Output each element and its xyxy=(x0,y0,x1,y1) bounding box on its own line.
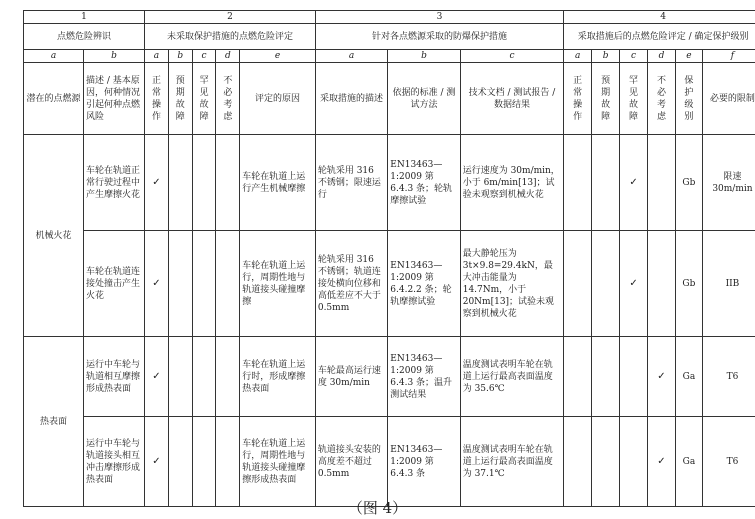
col-letter: c xyxy=(620,50,648,63)
ignition-source-cell: 热表面 xyxy=(24,337,84,507)
description-cell: 车轮在轨道连接处撞击产生火花 xyxy=(84,231,145,337)
check-mark-icon: ✓ xyxy=(145,231,169,337)
reason-cell: 车轮在轨道上运行产生机械摩擦 xyxy=(240,135,316,231)
col-letter: f xyxy=(702,50,755,63)
col-title-ignition-source: 潜在的点燃源 xyxy=(24,63,84,135)
tech-cell: 运行速度为 30m/min，小于 6m/min[13]；试验未观察到机械火花 xyxy=(460,135,563,231)
protection-level-cell: Ga xyxy=(675,337,702,417)
limit-cell: T6 xyxy=(702,337,755,417)
col-title-rare-after: 罕 见 故 障 xyxy=(620,63,648,135)
reason-cell: 车轮在轨道上运行，周期性地与轨道接头碰撞摩擦 xyxy=(240,231,316,337)
group-number-2: 2 xyxy=(145,11,316,24)
limit-cell: IIB xyxy=(702,231,755,337)
check-mark-icon: ✓ xyxy=(620,231,648,337)
col-title-normal: 正 常 操 作 xyxy=(145,63,169,135)
standard-cell: EN13463—1:2009 第 6.4.3 条 xyxy=(388,417,460,507)
check-mark-icon: ✓ xyxy=(648,417,676,507)
col-title-expected: 预 期 故 障 xyxy=(168,63,192,135)
measure-cell: 车轮最高运行速度 30m/min xyxy=(315,337,387,417)
col-title-description: 描述 / 基本原因，何种情况引起何种点燃风险 xyxy=(84,63,145,135)
col-letter: d xyxy=(648,50,676,63)
group-number-3: 3 xyxy=(315,11,563,24)
col-letter: b xyxy=(84,50,145,63)
standard-cell: EN13463—1:2009 第 6.4.3 条；轮轨摩擦试验 xyxy=(388,135,460,231)
group-number-1: 1 xyxy=(24,11,145,24)
group-title-1: 点燃危险辨识 xyxy=(24,24,145,50)
figure-caption: （图 4） xyxy=(347,499,408,517)
description-cell: 车轮在轨道正常行驶过程中产生摩擦火花 xyxy=(84,135,145,231)
check-mark-icon: ✓ xyxy=(620,135,648,231)
col-letter: d xyxy=(216,50,240,63)
col-letter: a xyxy=(315,50,387,63)
col-title-tech: 技术文档 / 测试报告 / 数据结果 xyxy=(460,63,563,135)
check-mark-icon: ✓ xyxy=(145,417,169,507)
col-letter: a xyxy=(564,50,592,63)
col-title-na: 不 必 考 虑 xyxy=(216,63,240,135)
reason-cell: 车轮在轨道上运行时，形成摩擦热表面 xyxy=(240,337,316,417)
col-letter: a xyxy=(24,50,84,63)
col-title-normal-after: 正 常 操 作 xyxy=(564,63,592,135)
tech-cell: 温度测试表明车轮在轨道上运行最高表面温度为 37.1℃ xyxy=(460,417,563,507)
standard-cell: EN13463—1:2009 第 6.4.2.2 条；轮轨摩擦试验 xyxy=(388,231,460,337)
check-mark-icon: ✓ xyxy=(145,337,169,417)
check-mark-icon: ✓ xyxy=(648,337,676,417)
description-cell: 运行中车轮与轨道相互摩擦形成热表面 xyxy=(84,337,145,417)
col-letter: e xyxy=(675,50,702,63)
measure-cell: 轨道接头安装的高度差不超过 0.5mm xyxy=(315,417,387,507)
col-letter: b xyxy=(592,50,620,63)
col-title-rare: 罕 见 故 障 xyxy=(192,63,216,135)
description-cell: 运行中车轮与轨道接头相互冲击摩擦形成热表面 xyxy=(84,417,145,507)
col-letter: e xyxy=(240,50,316,63)
measure-cell: 轮轨采用 316 不锈钢；限速运行 xyxy=(315,135,387,231)
col-title-level: 保 护 级 别 xyxy=(675,63,702,135)
tech-cell: 最大静轮压为 3t×9.8=29.4kN，最大冲击能量为 14.7Nm，小于 20Nm[13]；试验未观察到机械火花 xyxy=(460,231,563,337)
reason-cell: 车轮在轨道上运行，周期性地与轨道接头碰撞摩擦形成热表面 xyxy=(240,417,316,507)
check-mark-icon: ✓ xyxy=(145,135,169,231)
col-letter: c xyxy=(460,50,563,63)
group-number-4: 4 xyxy=(564,11,755,24)
standard-cell: EN13463—1:2009 第 6.4.3 条；温升测试结果 xyxy=(388,337,460,417)
col-letter: b xyxy=(168,50,192,63)
table-row xyxy=(24,135,755,231)
protection-level-cell: Ga xyxy=(675,417,702,507)
table-row xyxy=(24,337,755,417)
group-title-2: 未采取保护措施的点燃危险评定 xyxy=(145,24,316,50)
protection-level-cell: Gb xyxy=(675,135,702,231)
col-title-standard: 依据的标准 / 测试方法 xyxy=(388,63,460,135)
col-title-na-after: 不 必 考 虑 xyxy=(648,63,676,135)
col-title-expected-after: 预 期 故 障 xyxy=(592,63,620,135)
col-letter: b xyxy=(388,50,460,63)
col-title-limit: 必要的限制 xyxy=(702,63,755,135)
col-title-reason: 评定的原因 xyxy=(240,63,316,135)
table-row xyxy=(24,417,755,507)
ignition-source-cell: 机械火花 xyxy=(24,135,84,337)
ignition-risk-table xyxy=(23,10,755,507)
limit-cell: T6 xyxy=(702,417,755,507)
group-title-3: 针对各点燃源采取的防爆保护措施 xyxy=(315,24,563,50)
col-letter: c xyxy=(192,50,216,63)
tech-cell: 温度测试表明车轮在轨道上运行最高表面温度为 35.6℃ xyxy=(460,337,563,417)
limit-cell: 限速 30m/min xyxy=(702,135,755,231)
protection-level-cell: Gb xyxy=(675,231,702,337)
col-title-measure: 采取措施的描述 xyxy=(315,63,387,135)
col-letter: a xyxy=(145,50,169,63)
group-title-4: 采取措施后的点燃危险评定 / 确定保护级别 xyxy=(564,24,755,50)
measure-cell: 轮轨采用 316 不锈钢；轨道连接处横向位移和高低差应不大于 0.5mm xyxy=(315,231,387,337)
table-row xyxy=(24,231,755,337)
